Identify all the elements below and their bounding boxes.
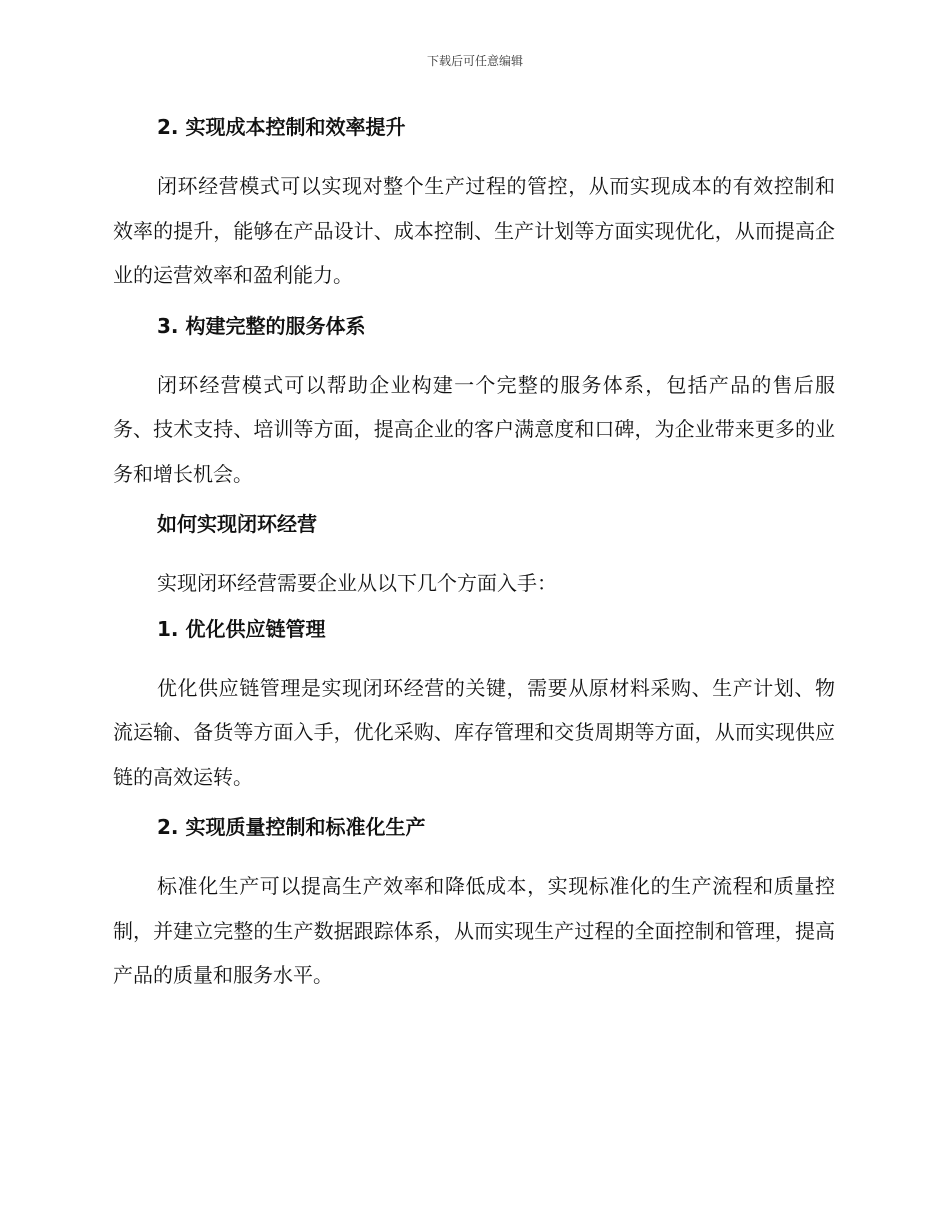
paragraph-supply-chain: 优化供应链管理是实现闭环经营的关键，需要从原材料采购、生产计划、物流运输、备货等方面入手，优化采购、库存管理和交货周期等方面，从而实现供应链的高效运转。 (113, 675, 835, 789)
document-body (113, 112, 835, 1011)
paragraph-how-to: 实现闭环经营需要企业从以下几个方面入手： (157, 571, 557, 595)
paragraph-service-system: 闭环经营模式可以帮助企业构建一个完整的服务体系，包括产品的售后服务、技术支持、培训等方面，提高企业的客户满意度和口碑，为企业带来更多的业务和增长机会。 (113, 372, 835, 486)
page-header: 下载后可任意编辑 (426, 54, 523, 68)
section-heading-quality-control: 2. 实现质量控制和标准化生产 (157, 815, 426, 839)
section-heading-how-to: 如何实现闭环经营 (157, 512, 317, 536)
section-heading-cost-control: 2. 实现成本控制和效率提升 (157, 115, 406, 139)
section-heading-service-system: 3. 构建完整的服务体系 (157, 313, 366, 338)
section-heading-supply-chain: 1. 优化供应链管理 (157, 616, 326, 641)
paragraph-cost-control: 闭环经营模式可以实现对整个生产过程的管控，从而实现成本的有效控制和效率的提升，能够在产品设计、成本控制、生产计划等方面实现优化，从而提高企业的运营效率和盈利能力。 (113, 174, 835, 287)
paragraph-quality-control: 标准化生产可以提高生产效率和降低成本，实现标准化的生产流程和质量控制，并建立完整的生产数据跟踪体系，从而实现生产过程的全面控制和管理，提高产品的质量和服务水平。 (113, 874, 835, 987)
